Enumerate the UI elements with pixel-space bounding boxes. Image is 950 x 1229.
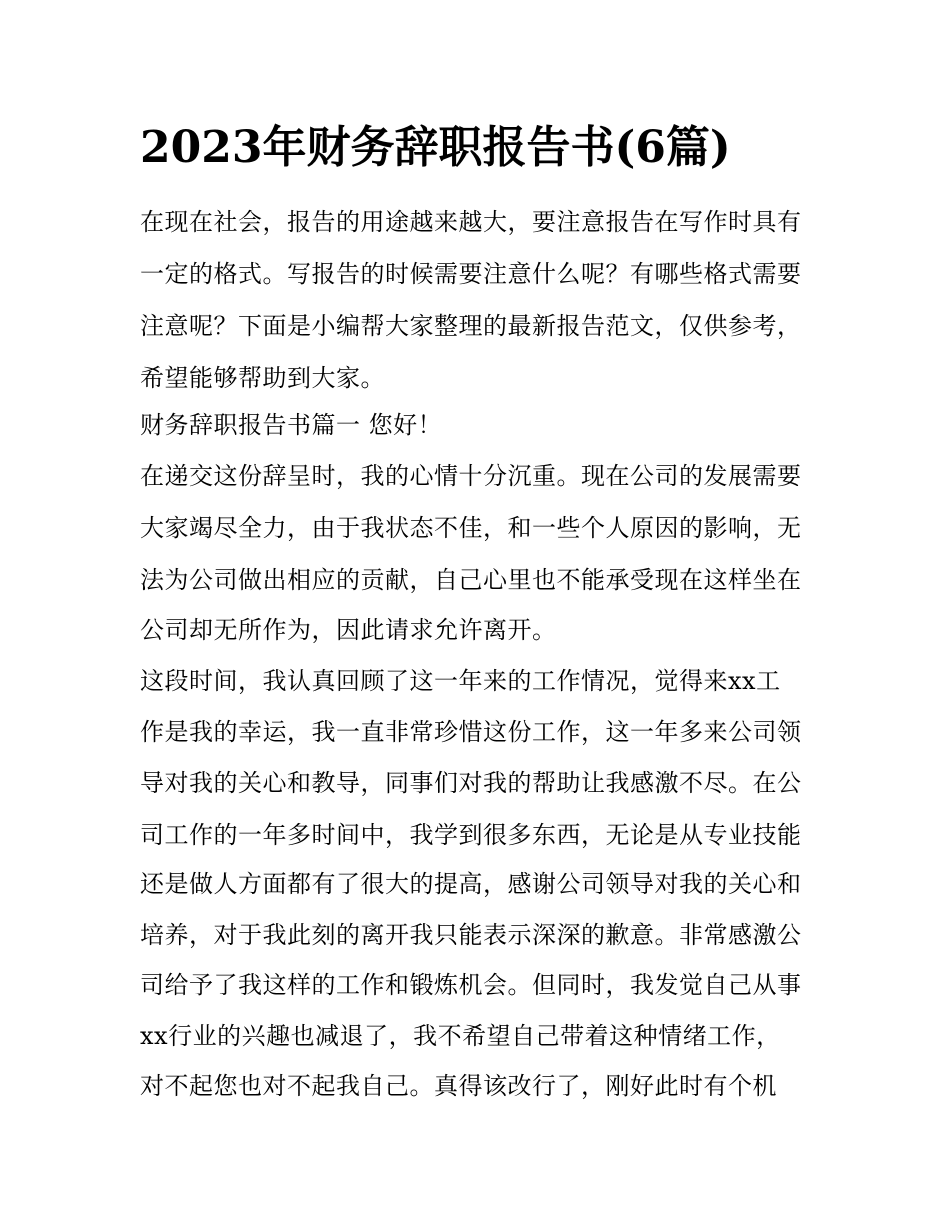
document-title: 2023年财务辞职报告书(6篇) [140,122,731,173]
body-line-13: 对不起您也对不起我自己。真得该改行了，刚好此时有个机 [140,1072,777,1100]
body-line-11: 司给予了我这样的工作和锻炼机会。但同时，我发觉自己从事 [140,971,802,999]
body-line-1: 在递交这份辞呈时，我的心情十分沉重。现在公司的发展需要 [140,462,802,490]
intro-line-2: 一定的格式。写报告的时候需要注意什么呢？有哪些格式需要 [140,260,802,288]
body-line-7: 导对我的关心和教导，同事们对我的帮助让我感激不尽。在公 [140,769,802,797]
body-line-6: 作是我的幸运，我一直非常珍惜这份工作，这一年多来公司领 [140,718,802,746]
body-line-10: 培养，对于我此刻的离开我只能表示深深的歉意。非常感激公 [140,921,802,949]
body-line-12: xx行业的兴趣也减退了，我不希望自己带着这种情绪工作， [140,1022,781,1050]
body-line-3: 法为公司做出相应的贡献，自己心里也不能承受现在这样坐在 [140,566,802,594]
intro-line-4: 希望能够帮助到大家。 [140,364,385,392]
section-heading-line: 财务辞职报告书篇一 您好！ [140,411,443,439]
body-line-4: 公司却无所作为，因此请求允许离开。 [140,616,557,644]
body-line-9: 还是做人方面都有了很大的提高，感谢公司领导对我的关心和 [140,870,802,898]
body-line-8: 司工作的一年多时间中，我学到很多东西，无论是从专业技能 [140,821,802,849]
intro-line-1: 在现在社会，报告的用途越来越大，要注意报告在写作时具有 [140,208,802,236]
body-line-5: 这段时间，我认真回顾了这一年来的工作情况，觉得来xx工 [140,667,781,695]
intro-line-3: 注意呢？下面是小编帮大家整理的最新报告范文，仅供参考， [140,312,802,340]
body-line-2: 大家竭尽全力，由于我状态不佳，和一些个人原因的影响，无 [140,514,802,542]
